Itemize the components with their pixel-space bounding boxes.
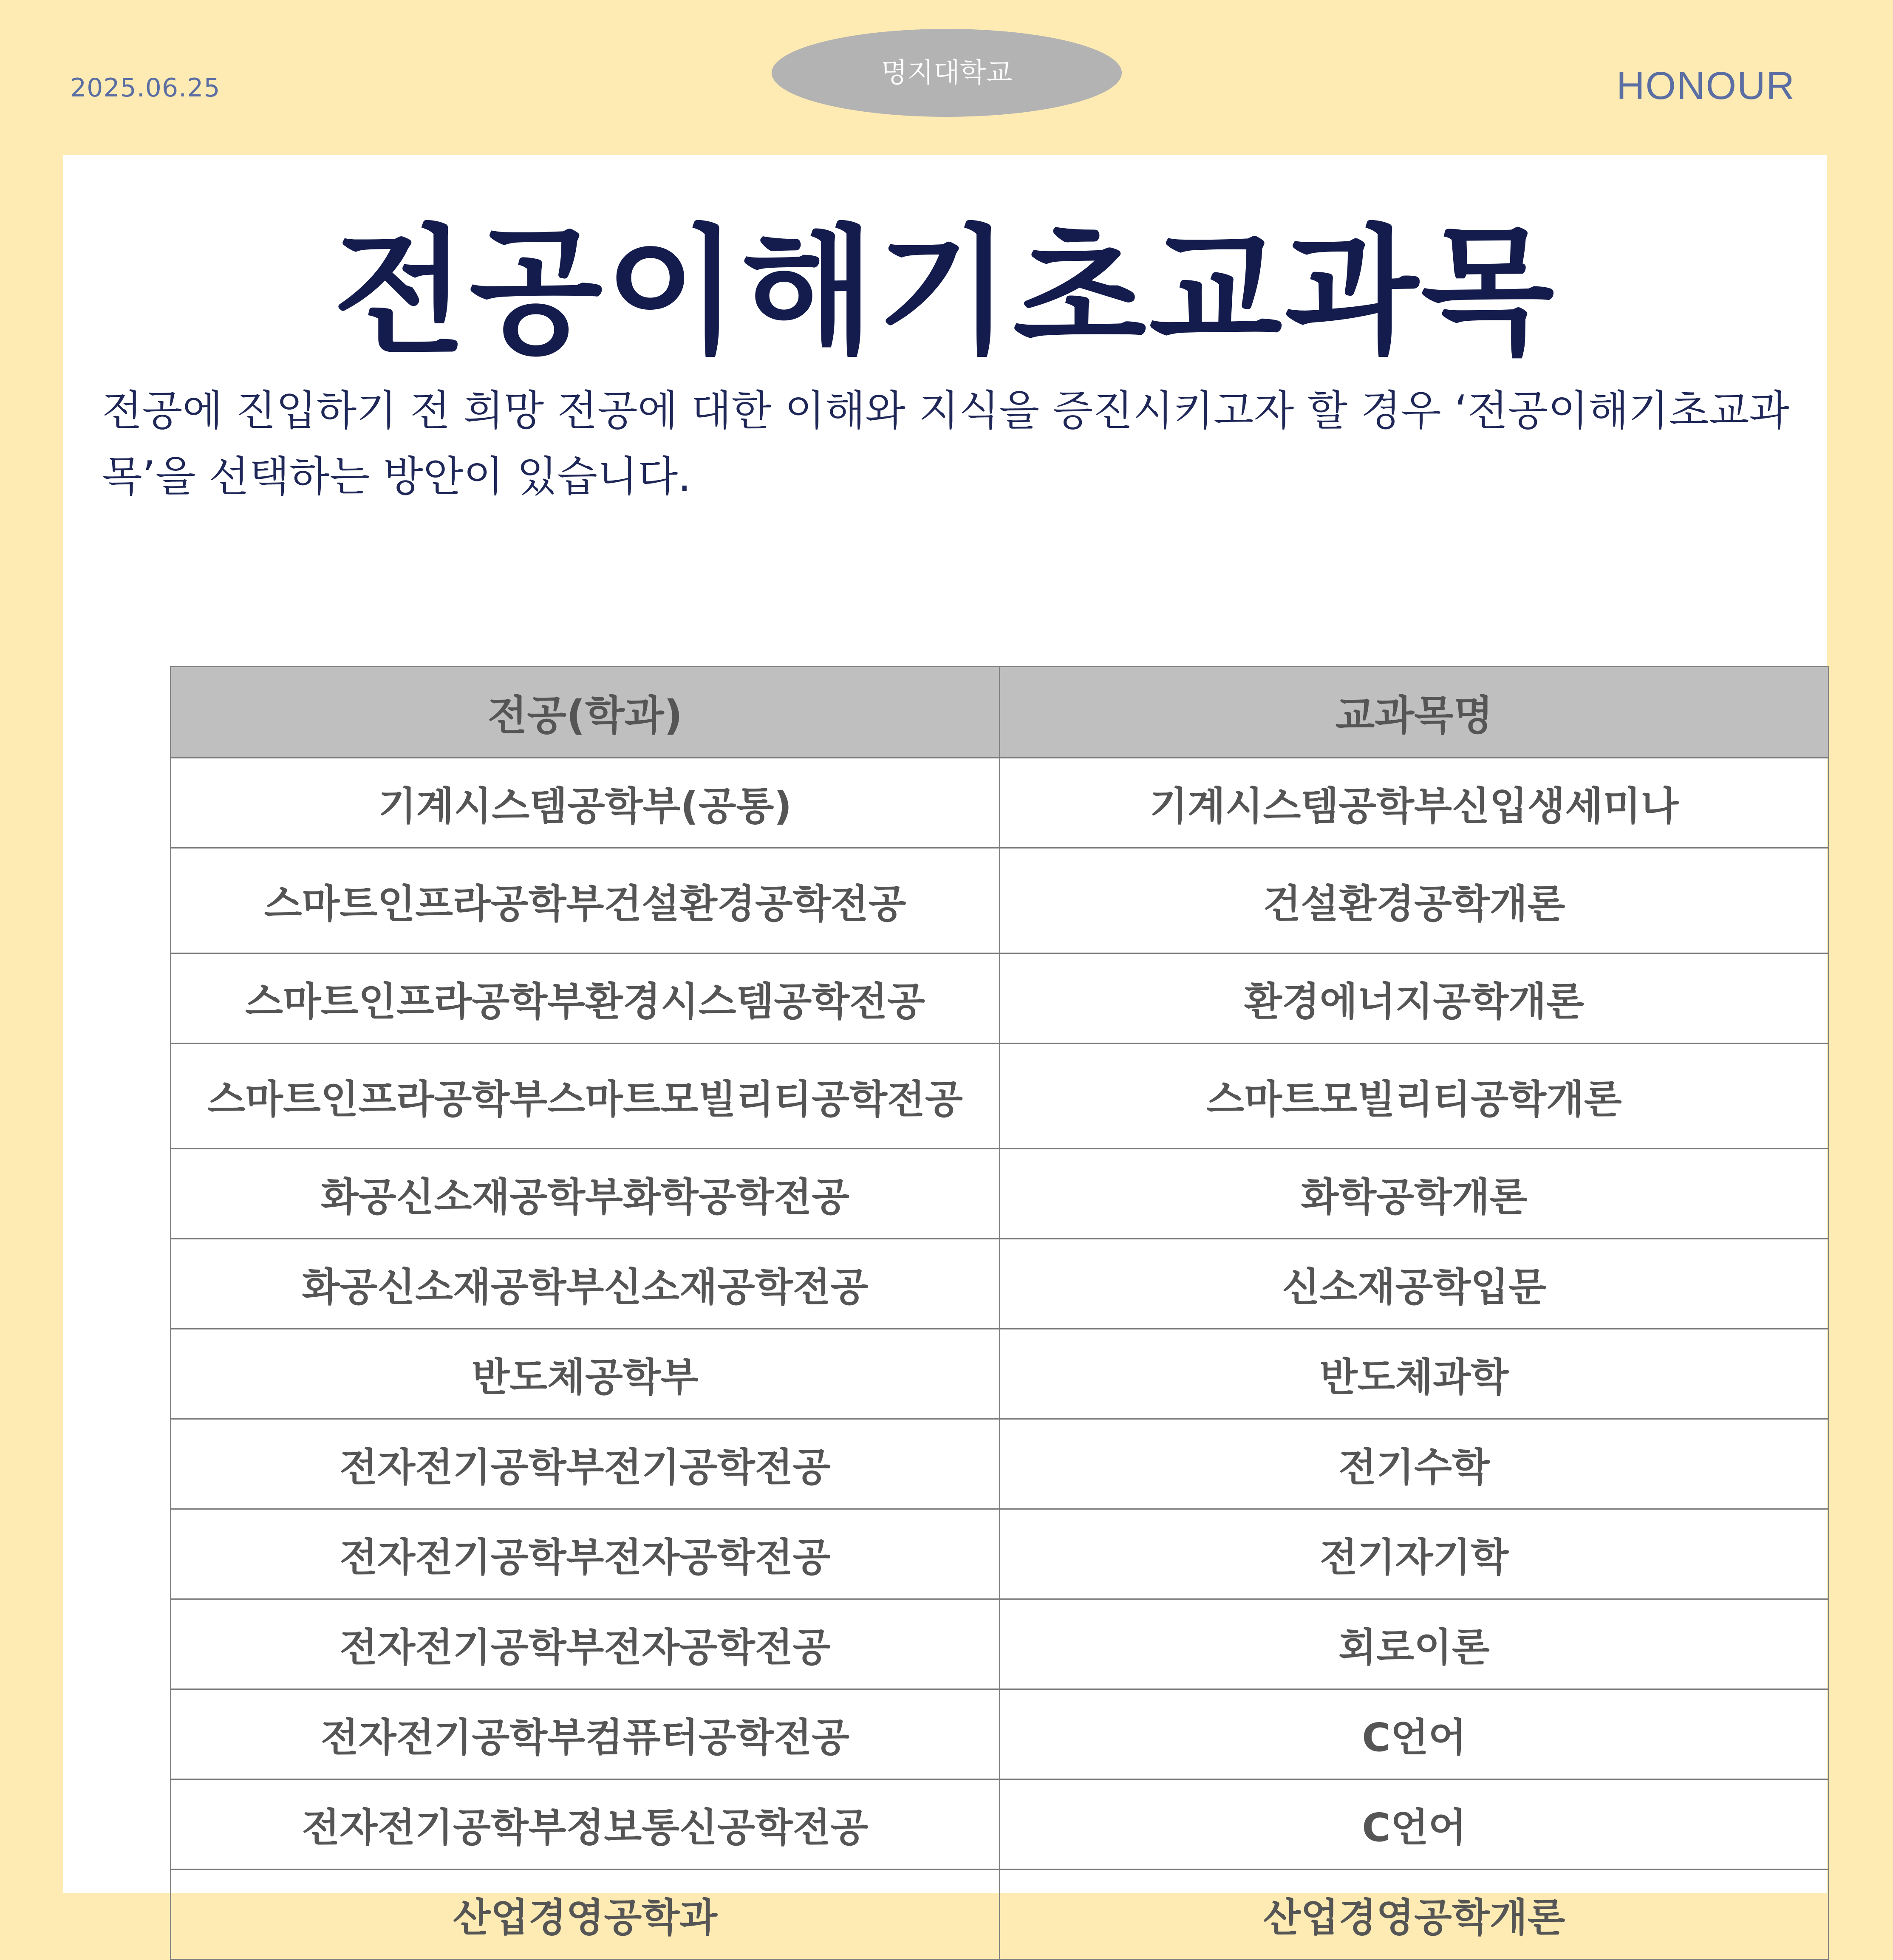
- major-cell: 산업경영공학과: [171, 1869, 1000, 1960]
- table-row: [171, 1599, 1829, 1689]
- table-body: [171, 758, 1829, 1960]
- table-row: [171, 953, 1829, 1044]
- course-table: [170, 666, 1829, 1960]
- table-row: [171, 1869, 1829, 1960]
- major-cell: 전자전기공학부정보통신공학전공: [171, 1779, 1000, 1869]
- major-cell: 전자전기공학부전기공학전공: [171, 1419, 1000, 1509]
- table-row: [171, 758, 1829, 848]
- major-cell: 스마트인프라공학부스마트모빌리티공학전공: [171, 1044, 1000, 1149]
- course-cell: 화학공학개론: [1000, 1149, 1829, 1239]
- major-cell: 스마트인프라공학부환경시스템공학전공: [171, 953, 1000, 1044]
- content-card: [63, 155, 1827, 1940]
- page-title: 전공이해기초교과목: [333, 212, 1557, 373]
- table-header-row: [171, 667, 1829, 758]
- course-cell: 산업경영공학개론: [1000, 1869, 1829, 1960]
- table-row: [171, 1149, 1829, 1239]
- major-cell: 전자전기공학부전자공학전공: [171, 1599, 1000, 1689]
- university-badge-label: 명지대학교: [881, 57, 1013, 89]
- page-description: 전공에 진입하기 전 희망 전공에 대한 이해와 지식을 증진시키고자 할 경우 ‘전공이해기초교과목’을 선택하는 방안이 있습니다.: [102, 387, 1790, 501]
- university-badge: [772, 29, 1122, 117]
- course-cell: 전기수학: [1000, 1419, 1829, 1509]
- column-header-major: 전공(학과): [171, 667, 1000, 758]
- table-row: [171, 1329, 1829, 1419]
- course-cell: 스마트모빌리티공학개론: [1000, 1044, 1829, 1149]
- table-row: [171, 1044, 1829, 1149]
- table-row: [171, 1419, 1829, 1509]
- major-cell: 화공신소재공학부화학공학전공: [171, 1149, 1000, 1239]
- course-cell: 신소재공학입문: [1000, 1239, 1829, 1329]
- date-label: 2025.06.25: [70, 73, 221, 103]
- table-row: [171, 1689, 1829, 1779]
- course-cell: 반도체과학: [1000, 1329, 1829, 1419]
- table-row: [171, 1779, 1829, 1869]
- major-cell: 반도체공학부: [171, 1329, 1000, 1419]
- table-row: [171, 1509, 1829, 1599]
- course-cell: C언어: [1000, 1689, 1829, 1779]
- course-cell: 기계시스템공학부신입생세미나: [1000, 758, 1829, 848]
- major-cell: 전자전기공학부컴퓨터공학전공: [171, 1689, 1000, 1779]
- major-cell: 화공신소재공학부신소재공학전공: [171, 1239, 1000, 1329]
- course-cell: 건설환경공학개론: [1000, 848, 1829, 953]
- table-row: [171, 848, 1829, 953]
- brand-label: HONOUR: [1616, 64, 1795, 107]
- major-cell: 기계시스템공학부(공통): [171, 758, 1000, 848]
- course-cell: C언어: [1000, 1779, 1829, 1869]
- course-cell: 전기자기학: [1000, 1509, 1829, 1599]
- course-cell: 회로이론: [1000, 1599, 1829, 1689]
- major-cell: 전자전기공학부전자공학전공: [171, 1509, 1000, 1599]
- major-cell: 스마트인프라공학부건설환경공학전공: [171, 848, 1000, 953]
- course-cell: 환경에너지공학개론: [1000, 953, 1829, 1044]
- table-row: [171, 1239, 1829, 1329]
- column-header-course: 교과목명: [1000, 667, 1829, 758]
